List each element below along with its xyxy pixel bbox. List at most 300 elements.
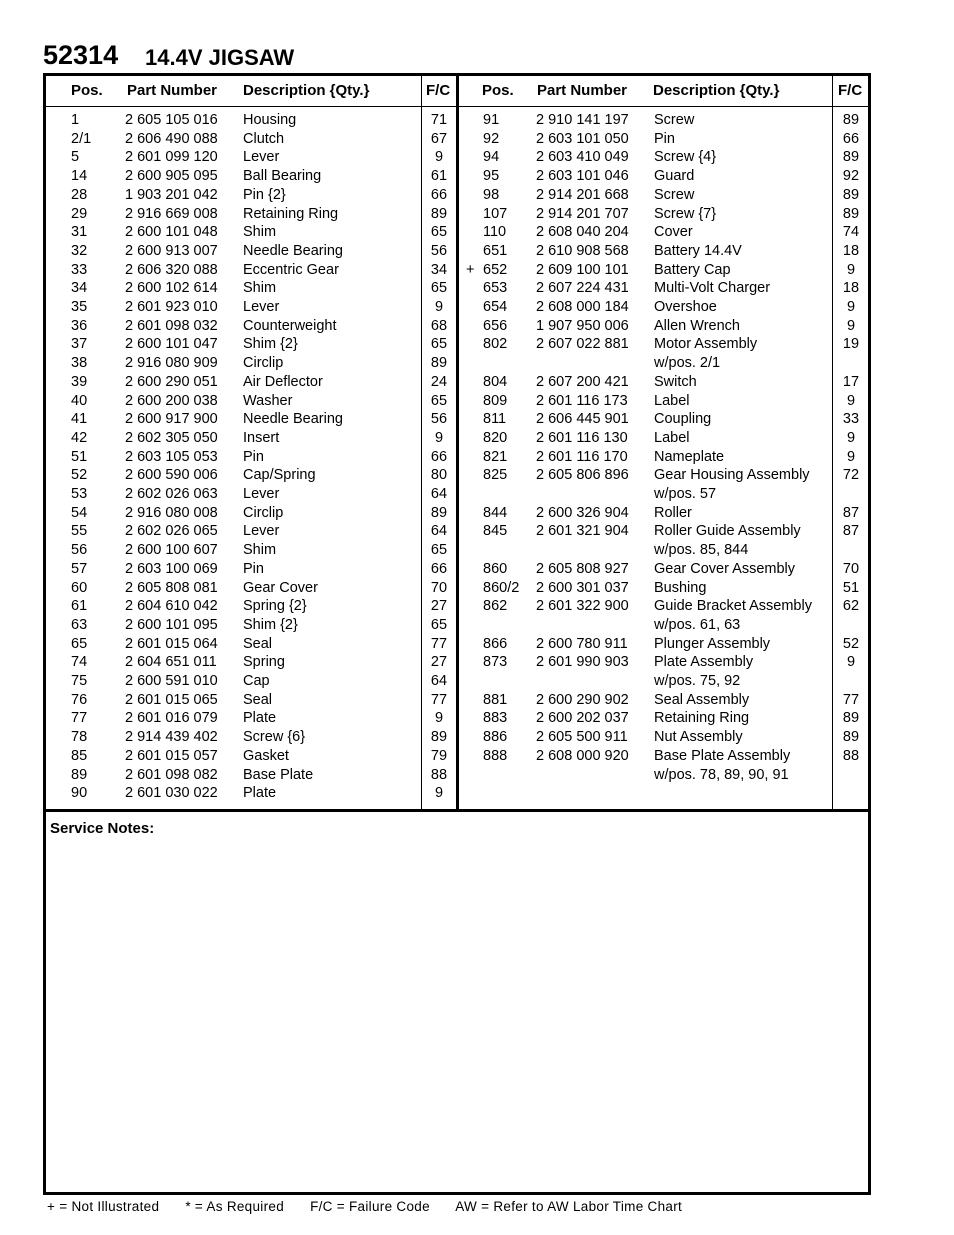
part-number-cell: 2 600 590 006 [125, 467, 218, 484]
part-number-cell: 2 610 908 568 [536, 242, 629, 259]
pos-cell: 41 [71, 411, 88, 428]
table-row [46, 505, 868, 524]
description-cell: Screw [654, 112, 695, 128]
fc-cell: 68 [430, 317, 448, 334]
part-number-cell: 2 608 000 184 [536, 299, 629, 315]
pos-cell: 652 [483, 261, 508, 278]
pos-cell: 34 [71, 280, 88, 297]
description-cell: Allen Wrench [654, 317, 740, 334]
pos-cell: 811 [483, 411, 507, 428]
legend [47, 1199, 704, 1214]
fc-cell: 89 [842, 729, 860, 746]
part-number-cell: 2 914 201 668 [536, 186, 629, 203]
description-cell: Base Plate Assembly [654, 747, 791, 764]
description-cell: Guide Bracket Assembly [654, 598, 812, 615]
header-description-right: Description {Qty.} [653, 82, 780, 99]
fc-cell: 18 [842, 280, 860, 297]
description-cell: Motor Assembly [654, 336, 758, 353]
fc-cell: 9 [434, 710, 444, 727]
description-cell: Lever [243, 523, 280, 540]
fc-cell: 9 [434, 429, 444, 446]
pos-cell: 55 [71, 523, 88, 540]
pos-cell: 65 [71, 635, 88, 652]
description-cell: Seal [243, 635, 273, 652]
pos-cell: 74 [71, 654, 88, 671]
fc-cell: 71 [430, 112, 448, 128]
description-cell: Retaining Ring [243, 205, 339, 222]
fc-cell: 9 [846, 392, 856, 409]
description-cell: Spring [243, 654, 285, 671]
description-cell: Lever [243, 299, 280, 315]
header-pos-right: Pos. [482, 82, 514, 99]
fc-cell: 92 [842, 168, 860, 185]
fc-cell: 70 [430, 579, 448, 596]
fc-cell: 66 [842, 130, 860, 147]
part-number-cell: 2 600 905 095 [125, 168, 218, 185]
description-cell: Needle Bearing [243, 411, 343, 428]
table-row [46, 336, 868, 355]
part-number-cell: 2 916 080 909 [125, 355, 218, 372]
part-number-cell: 2 603 105 053 [125, 448, 218, 465]
pos-cell: 56 [71, 542, 88, 559]
part-number-cell: 2 605 808 927 [536, 560, 629, 577]
description-cell: Nut Assembly [654, 729, 743, 746]
part-number-cell: 2 606 445 901 [536, 411, 629, 428]
pos-cell: 883 [483, 710, 508, 727]
pos-cell: 881 [483, 691, 508, 708]
pos-cell: 61 [71, 598, 88, 615]
description-cell: Cap [243, 673, 270, 689]
part-number-cell: 2 603 100 069 [125, 560, 218, 577]
part-number-cell: 2 600 780 911 [536, 635, 628, 652]
fc-cell: 19 [842, 336, 860, 353]
description-cell: Housing [243, 112, 297, 128]
fc-cell: 64 [430, 673, 448, 689]
part-number-cell: 2 914 439 402 [125, 729, 218, 746]
part-number-cell: 1 903 201 042 [125, 186, 218, 203]
table-row [46, 393, 868, 412]
part-number-cell: 2 606 320 088 [125, 261, 218, 278]
description-cell: Ball Bearing [243, 168, 322, 185]
part-number-cell: 2 601 015 065 [125, 691, 218, 708]
not-illustrated-mark: + [466, 261, 475, 278]
description-cell: Screw {7} [654, 205, 717, 222]
fc-cell: 77 [430, 635, 448, 652]
pos-cell: 860/2 [483, 579, 520, 596]
fc-cell: 66 [430, 448, 448, 465]
part-number-cell: 2 607 200 421 [536, 373, 629, 390]
part-number-cell: 2 916 669 008 [125, 205, 218, 222]
table-row [46, 710, 868, 729]
pos-cell: 820 [483, 429, 508, 446]
fc-cell: 56 [430, 242, 448, 259]
pos-cell: 77 [71, 710, 88, 727]
model-number: 52314 [43, 40, 119, 70]
part-number-cell: 2 605 105 016 [125, 112, 218, 128]
table-row [46, 729, 868, 748]
pos-cell: 825 [483, 467, 508, 484]
fc-cell: 89 [430, 729, 448, 746]
fc-cell: 65 [430, 224, 448, 241]
fc-cell: 64 [430, 486, 448, 502]
pos-cell: 37 [71, 336, 88, 353]
fc-cell: 89 [430, 355, 448, 372]
pos-cell: 32 [71, 242, 88, 259]
pos-cell: 85 [71, 747, 88, 764]
fc-cell: 17 [842, 373, 860, 390]
fc-cell: 65 [430, 392, 448, 409]
description-cell: Plunger Assembly [654, 635, 771, 652]
description-cell: Roller Guide Assembly [654, 523, 801, 540]
table-row [46, 692, 868, 711]
pos-cell: 873 [483, 654, 508, 671]
fc-cell: 34 [430, 261, 448, 278]
description-cell: Overshoe [654, 299, 717, 315]
part-number-cell: 2 600 917 900 [125, 411, 218, 428]
pos-cell: 107 [483, 205, 508, 222]
description-cell: Spring {2} [243, 598, 307, 615]
fc-cell: 77 [842, 691, 860, 708]
part-number-cell: 2 600 326 904 [536, 504, 629, 521]
description-cell: Gear Housing Assembly [654, 467, 810, 484]
description-cell: Label [654, 429, 690, 446]
part-number-cell: 2 601 923 010 [125, 299, 218, 315]
fc-cell: 52 [842, 635, 860, 652]
fc-cell: 62 [842, 598, 860, 615]
description-cell: Insert [243, 429, 280, 446]
pos-cell: 36 [71, 317, 88, 334]
pos-cell: 35 [71, 299, 88, 315]
pos-cell: 651 [483, 242, 508, 259]
pos-cell: 886 [483, 729, 508, 746]
pos-cell: 76 [71, 691, 88, 708]
pos-cell: 78 [71, 729, 88, 746]
fc-cell: 89 [842, 710, 860, 727]
part-number-cell: 2 600 913 007 [125, 242, 218, 259]
description-cell: Seal [243, 691, 273, 708]
description-cell: Plate [243, 785, 277, 802]
part-number-cell: 2 601 116 173 [536, 392, 628, 409]
table-row [46, 767, 868, 786]
description-cell: Shim [243, 542, 277, 559]
pos-cell: 90 [71, 785, 88, 802]
pos-cell: 860 [483, 560, 508, 577]
description-cell: w/pos. 78, 89, 90, 91 [654, 766, 789, 783]
part-number-cell: 2 603 410 049 [536, 149, 629, 166]
fc-cell: 65 [430, 336, 448, 353]
part-number-cell: 2 604 610 042 [125, 598, 218, 615]
pos-cell: 29 [71, 205, 88, 222]
pos-cell: 802 [483, 336, 508, 353]
fc-cell: 66 [430, 186, 448, 203]
table-row [46, 673, 868, 692]
pos-cell: 92 [483, 130, 500, 147]
table-row [46, 224, 868, 243]
tool-name: 14.4V JIGSAW [145, 45, 295, 70]
fc-cell: 89 [842, 186, 860, 203]
part-number-cell: 2 916 080 008 [125, 504, 218, 521]
description-cell: Cap/Spring [243, 467, 316, 484]
fc-cell: 27 [430, 598, 448, 615]
pos-cell: 94 [483, 149, 500, 166]
header-fc-left: F/C [426, 82, 451, 99]
table-row [46, 449, 868, 468]
fc-cell: 64 [430, 523, 448, 540]
pos-cell: 862 [483, 598, 508, 615]
description-cell: Washer [243, 392, 293, 409]
pos-cell: 656 [483, 317, 508, 334]
description-cell: w/pos. 61, 63 [654, 616, 741, 633]
pos-cell: 1 [71, 112, 80, 128]
pos-cell: 98 [483, 186, 500, 203]
part-number-cell: 2 609 100 101 [536, 261, 629, 278]
part-number-cell: 2 607 224 431 [536, 280, 629, 297]
description-cell: Eccentric Gear [243, 261, 339, 278]
fc-cell: 74 [842, 224, 860, 241]
description-cell: Shim [243, 280, 277, 297]
fc-cell: 9 [846, 429, 856, 446]
pos-cell: 38 [71, 355, 88, 372]
description-cell: Switch [654, 373, 697, 390]
part-number-cell: 2 602 026 063 [125, 486, 218, 502]
part-number-cell: 2 601 099 120 [125, 149, 218, 166]
header-part-number-left: Part Number [127, 82, 218, 99]
table-row [46, 187, 868, 206]
part-number-cell: 2 914 201 707 [536, 205, 629, 222]
pos-cell: 844 [483, 504, 508, 521]
part-number-cell: 2 601 990 903 [536, 654, 629, 671]
fc-cell: 70 [842, 560, 860, 577]
description-cell: Clutch [243, 130, 285, 147]
part-number-cell: 2 605 808 081 [125, 579, 218, 596]
description-cell: Lever [243, 149, 280, 166]
description-cell: Roller [654, 504, 692, 521]
parts-table [46, 76, 868, 812]
pos-cell: 89 [71, 766, 88, 783]
table-row [46, 598, 868, 617]
pos-cell: 52 [71, 467, 88, 484]
description-cell: Counterweight [243, 317, 337, 334]
fc-cell: 9 [846, 448, 856, 465]
fc-cell: 9 [846, 261, 856, 278]
table-row [46, 206, 868, 225]
fc-cell: 89 [842, 112, 860, 128]
part-number-cell: 2 601 015 057 [125, 747, 218, 764]
fc-cell: 89 [430, 504, 448, 521]
pos-cell: 2/1 [71, 130, 92, 147]
pos-cell: 75 [71, 673, 88, 689]
pos-cell: 60 [71, 579, 88, 596]
pos-cell: 845 [483, 523, 508, 540]
pos-cell: 866 [483, 635, 508, 652]
part-number-cell: 2 601 322 900 [536, 598, 629, 615]
description-cell: Guard [654, 168, 695, 185]
part-number-cell: 2 600 200 038 [125, 392, 218, 409]
part-number-cell: 2 606 490 088 [125, 130, 218, 147]
pos-cell: 39 [71, 373, 88, 390]
description-cell: Coupling [654, 411, 712, 428]
pos-cell: 14 [71, 168, 88, 185]
fc-cell: 27 [430, 654, 448, 671]
part-number-cell: 2 601 016 079 [125, 710, 218, 727]
table-row [46, 149, 868, 168]
pos-cell: 654 [483, 299, 508, 315]
pos-cell: 42 [71, 429, 88, 446]
pos-cell: 28 [71, 186, 88, 203]
part-number-cell: 2 600 591 010 [125, 673, 218, 689]
part-number-cell: 2 602 305 050 [125, 429, 218, 446]
fc-cell: 77 [430, 691, 448, 708]
table-row [46, 112, 868, 131]
description-cell: Pin {2} [243, 186, 286, 203]
description-cell: w/pos. 57 [654, 486, 717, 502]
fc-cell: 18 [842, 242, 860, 259]
fc-cell: 9 [846, 299, 856, 315]
fc-cell: 9 [434, 785, 444, 802]
pos-cell: 53 [71, 486, 88, 502]
fc-cell: 9 [846, 317, 856, 334]
pos-cell: 31 [71, 224, 88, 241]
table-row [46, 748, 868, 767]
service-notes-label: Service Notes: [50, 820, 155, 837]
description-cell: Lever [243, 486, 280, 502]
table-row [46, 486, 868, 505]
description-cell: Shim {2} [243, 616, 298, 633]
description-cell: Needle Bearing [243, 242, 343, 259]
table-row [46, 318, 868, 337]
table-row [46, 280, 868, 299]
part-number-cell: 2 600 202 037 [536, 710, 629, 727]
description-cell: Retaining Ring [654, 710, 750, 727]
fc-cell: 87 [842, 504, 860, 521]
part-number-cell: 2 604 651 011 [125, 654, 217, 671]
pos-cell: 653 [483, 280, 508, 297]
fc-cell: 89 [842, 205, 860, 222]
description-cell: Battery Cap [654, 261, 731, 278]
part-number-cell: 2 607 022 881 [536, 336, 629, 353]
legend-aw: AW = Refer to AW Labor Time Chart [455, 1199, 683, 1214]
pos-cell: 804 [483, 373, 508, 390]
description-cell: w/pos. 2/1 [654, 355, 721, 372]
part-number-cell: 1 907 950 006 [536, 317, 629, 334]
legend-failure-code: F/C = Failure Code [310, 1199, 430, 1214]
part-number-cell: 2 601 116 130 [536, 429, 628, 446]
fc-cell: 65 [430, 542, 448, 559]
fc-cell: 65 [430, 616, 448, 633]
part-number-cell: 2 601 098 082 [125, 766, 218, 783]
parts-list-frame [43, 73, 871, 1195]
pos-cell: 888 [483, 747, 508, 764]
pos-cell: 110 [483, 224, 507, 241]
description-cell: Circlip [243, 504, 284, 521]
part-number-cell: 2 603 101 050 [536, 130, 629, 147]
description-cell: Shim {2} [243, 336, 298, 353]
header-part-number-right: Part Number [537, 82, 628, 99]
part-number-cell: 2 601 098 032 [125, 317, 218, 334]
description-cell: Cover [654, 224, 693, 241]
table-row [46, 617, 868, 636]
table-row [46, 168, 868, 187]
fc-cell: 51 [842, 579, 860, 596]
fc-cell: 87 [842, 523, 860, 540]
pos-cell: 95 [483, 168, 500, 185]
pos-cell: 63 [71, 616, 88, 633]
table-row [46, 654, 868, 673]
part-number-cell: 2 603 101 046 [536, 168, 629, 185]
header-fc-right: F/C [838, 82, 863, 99]
fc-cell: 89 [430, 205, 448, 222]
part-number-cell: 2 601 015 064 [125, 635, 218, 652]
header-description-left: Description {Qty.} [243, 82, 370, 99]
description-cell: Gasket [243, 747, 289, 764]
fc-cell: 9 [434, 149, 444, 166]
part-number-cell: 2 600 101 047 [125, 336, 218, 353]
table-row [46, 243, 868, 262]
fc-cell: 79 [430, 747, 448, 764]
fc-cell: 67 [430, 130, 448, 147]
pos-cell: 51 [71, 448, 88, 465]
part-number-cell: 2 910 141 197 [536, 112, 629, 128]
part-number-cell: 2 605 806 896 [536, 467, 629, 484]
description-cell: Base Plate [243, 766, 314, 783]
description-cell: Plate [243, 710, 277, 727]
description-cell: Battery 14.4V [654, 242, 742, 259]
fc-cell: 66 [430, 560, 448, 577]
part-number-cell: 2 600 100 607 [125, 542, 218, 559]
table-row [46, 299, 868, 318]
description-cell: Screw {6} [243, 729, 306, 746]
description-cell: Pin [654, 130, 675, 147]
part-number-cell: 2 601 030 022 [125, 785, 218, 802]
legend-not-illustrated: + = Not Illustrated [47, 1199, 160, 1214]
part-number-cell: 2 602 026 065 [125, 523, 218, 540]
part-number-cell: 2 608 040 204 [536, 224, 629, 241]
pos-cell: 91 [483, 112, 500, 128]
description-cell: w/pos. 75, 92 [654, 673, 741, 689]
description-cell: w/pos. 85, 844 [654, 542, 749, 559]
right-parts-list [46, 112, 868, 802]
description-cell: Nameplate [654, 448, 725, 465]
table-row [46, 131, 868, 150]
description-cell: Gear Cover [243, 579, 318, 596]
fc-cell: 9 [846, 654, 856, 671]
part-number-cell: 2 600 290 051 [125, 373, 218, 390]
pos-cell: 40 [71, 392, 88, 409]
fc-cell: 89 [842, 149, 860, 166]
header-pos-left: Pos. [71, 82, 103, 99]
description-cell: Pin [243, 448, 264, 465]
fc-cell: 61 [430, 168, 448, 185]
table-row [46, 523, 868, 542]
part-number-cell: 2 600 101 048 [125, 224, 218, 241]
part-number-cell: 2 601 321 904 [536, 523, 629, 540]
fc-cell: 24 [430, 373, 448, 390]
legend-as-required: * = As Required [185, 1199, 285, 1214]
table-row [46, 430, 868, 449]
description-cell: Gear Cover Assembly [654, 560, 796, 577]
description-cell: Circlip [243, 355, 284, 372]
table-row [46, 561, 868, 580]
part-number-cell: 2 600 101 095 [125, 616, 218, 633]
part-number-cell: 2 601 116 170 [536, 448, 628, 465]
fc-cell: 33 [842, 411, 860, 428]
description-cell: Shim [243, 224, 277, 241]
description-cell: Seal Assembly [654, 691, 750, 708]
table-row [46, 262, 868, 281]
table-row [46, 355, 868, 374]
pos-cell: 33 [71, 261, 88, 278]
description-cell: Bushing [654, 579, 707, 596]
